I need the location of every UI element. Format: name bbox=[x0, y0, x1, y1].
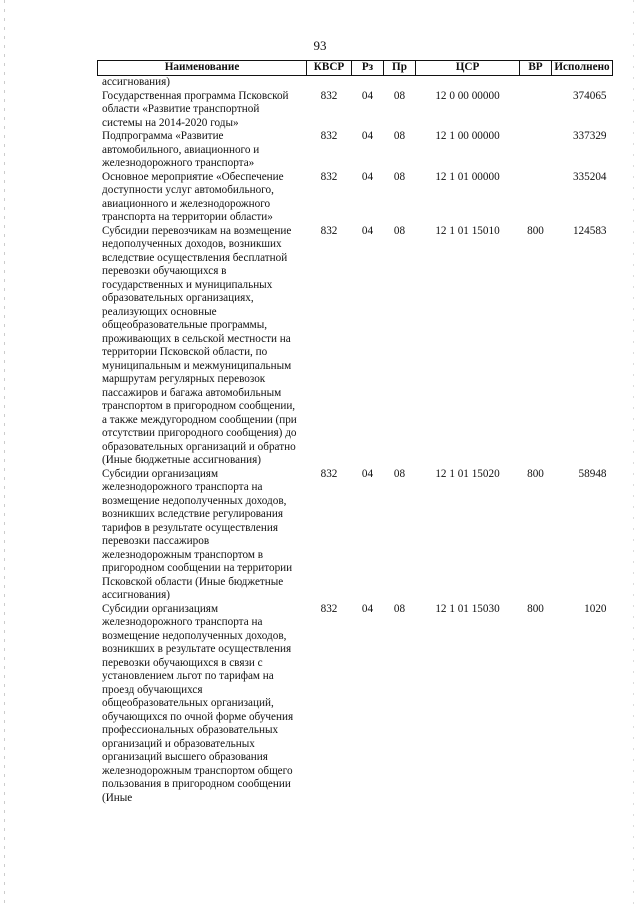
row-done: 124583 bbox=[572, 224, 607, 237]
row-name: Основное мероприятие «Обеспечение доступности услуг автомобильного, авиационного и железнодорожного транспорта на территории области» bbox=[102, 170, 284, 223]
row-vr bbox=[520, 90, 552, 131]
row-kvsr: 832 bbox=[320, 89, 338, 102]
header-kvsr: КВСР bbox=[307, 61, 352, 76]
table-row bbox=[98, 225, 613, 468]
row-pr: 08 bbox=[393, 467, 406, 480]
row-rz: 04 bbox=[361, 467, 374, 480]
row-rz: 04 bbox=[361, 170, 374, 183]
row-rz: 04 bbox=[361, 130, 374, 142]
row-name: Государственная программа Псковской области «Развитие транспортной системы на 2014-2020 годы» bbox=[102, 89, 289, 129]
row-pr: 08 bbox=[393, 130, 406, 142]
row-name: Подпрограмма «Развитие автомобильного, авиационного и железнодорожного транспорта» bbox=[102, 130, 260, 169]
row-pr: 08 bbox=[393, 224, 406, 237]
row-name: ассигнования) bbox=[102, 76, 170, 88]
row-csr: 12 1 01 00000 bbox=[435, 170, 500, 183]
row-name: Субсидии организациям железнодорожного транспорта на возмещение недополученных доходов, возникших в результате осуществления перевозки обучающихся в связи с установлением льгот по тарифам на проезд обучающихся общеобразовательных организаций, обучающихся по очной форме обучения профессиональных образовательных организаций и образовательных организаций высшего образования железнодорожным транспортом общего пользования в пригородном сообщении (Иные bbox=[102, 602, 294, 804]
row-csr: 12 1 01 15030 bbox=[435, 602, 500, 615]
row-name: Субсидии перевозчикам на возмещение недополученных доходов, возникших вследствие осуществления бесплатной перевозки обучающихся в государственных и муниципальных образовательных организациях, реализующих основные общеобразовательные программы, проживающих в сельской местности на территории Псковской области, по муниципальным и межмуниципальным маршрутам регулярных перевозок пассажиров и багажа автомобильным транспортом в пригородном сообщении, а также междугородном сообщении (при отсутствии пригородного сообщения) до образовательных организаций и обратно (Иные бюджетные ассигнования) bbox=[102, 224, 297, 466]
row-kvsr: 832 bbox=[320, 130, 338, 142]
row-kvsr: 832 bbox=[320, 170, 338, 183]
row-pr: 08 bbox=[393, 170, 406, 183]
table-row bbox=[98, 603, 613, 806]
row-pr: 08 bbox=[393, 602, 406, 615]
scan-edge-left bbox=[4, 0, 5, 905]
header-vr: ВР bbox=[520, 61, 552, 76]
row-kvsr bbox=[307, 76, 352, 90]
row-kvsr: 832 bbox=[320, 467, 338, 480]
row-csr: 12 1 01 15010 bbox=[435, 224, 500, 237]
row-vr: 800 bbox=[527, 602, 544, 615]
row-rz: 04 bbox=[361, 602, 374, 615]
row-csr bbox=[416, 76, 520, 90]
row-done: 1020 bbox=[584, 602, 607, 615]
row-rz bbox=[352, 76, 384, 90]
row-vr: 800 bbox=[527, 467, 544, 480]
row-rz: 04 bbox=[361, 89, 374, 102]
row-csr: 12 0 00 00000 bbox=[435, 89, 500, 102]
row-kvsr: 832 bbox=[320, 224, 338, 237]
header-csr: ЦСР bbox=[416, 61, 520, 76]
row-kvsr: 832 bbox=[320, 602, 338, 615]
header-name: Наименование bbox=[98, 61, 307, 76]
row-done: 374065 bbox=[572, 89, 607, 102]
page-number: 93 bbox=[313, 38, 327, 53]
row-csr: 12 1 00 00000 bbox=[435, 130, 500, 142]
header-done: Исполнено bbox=[552, 61, 613, 76]
row-csr: 12 1 01 15020 bbox=[435, 467, 500, 480]
table-header-row bbox=[98, 61, 613, 76]
header-rz: Рз bbox=[352, 61, 384, 76]
scan-edge-right bbox=[633, 0, 634, 905]
budget-table bbox=[97, 60, 613, 805]
row-vr: 800 bbox=[527, 224, 544, 237]
table-row bbox=[98, 76, 613, 90]
row-done: 337329 bbox=[572, 130, 607, 142]
row-rz: 04 bbox=[361, 224, 374, 237]
row-name: Субсидии организациям железнодорожного транспорта на возмещение недополученных доходов, возникших вследствие регулирования тарифов в результате осуществления перевозки пассажиров железнодорожным транспортом в пригородном сообщении на территории Псковской области (Иные бюджетные ассигнования) bbox=[102, 467, 293, 601]
row-done: 58948 bbox=[578, 467, 607, 480]
table-row bbox=[98, 171, 613, 225]
header-pr: Пр bbox=[384, 61, 416, 76]
table-row bbox=[98, 90, 613, 131]
row-vr bbox=[520, 130, 552, 171]
row-pr: 08 bbox=[393, 89, 406, 102]
row-vr bbox=[520, 76, 552, 90]
row-done: 335204 bbox=[572, 170, 607, 183]
table-row bbox=[98, 468, 613, 603]
row-done bbox=[552, 76, 613, 90]
row-pr bbox=[384, 76, 416, 90]
table-row bbox=[98, 130, 613, 171]
row-vr bbox=[520, 171, 552, 225]
